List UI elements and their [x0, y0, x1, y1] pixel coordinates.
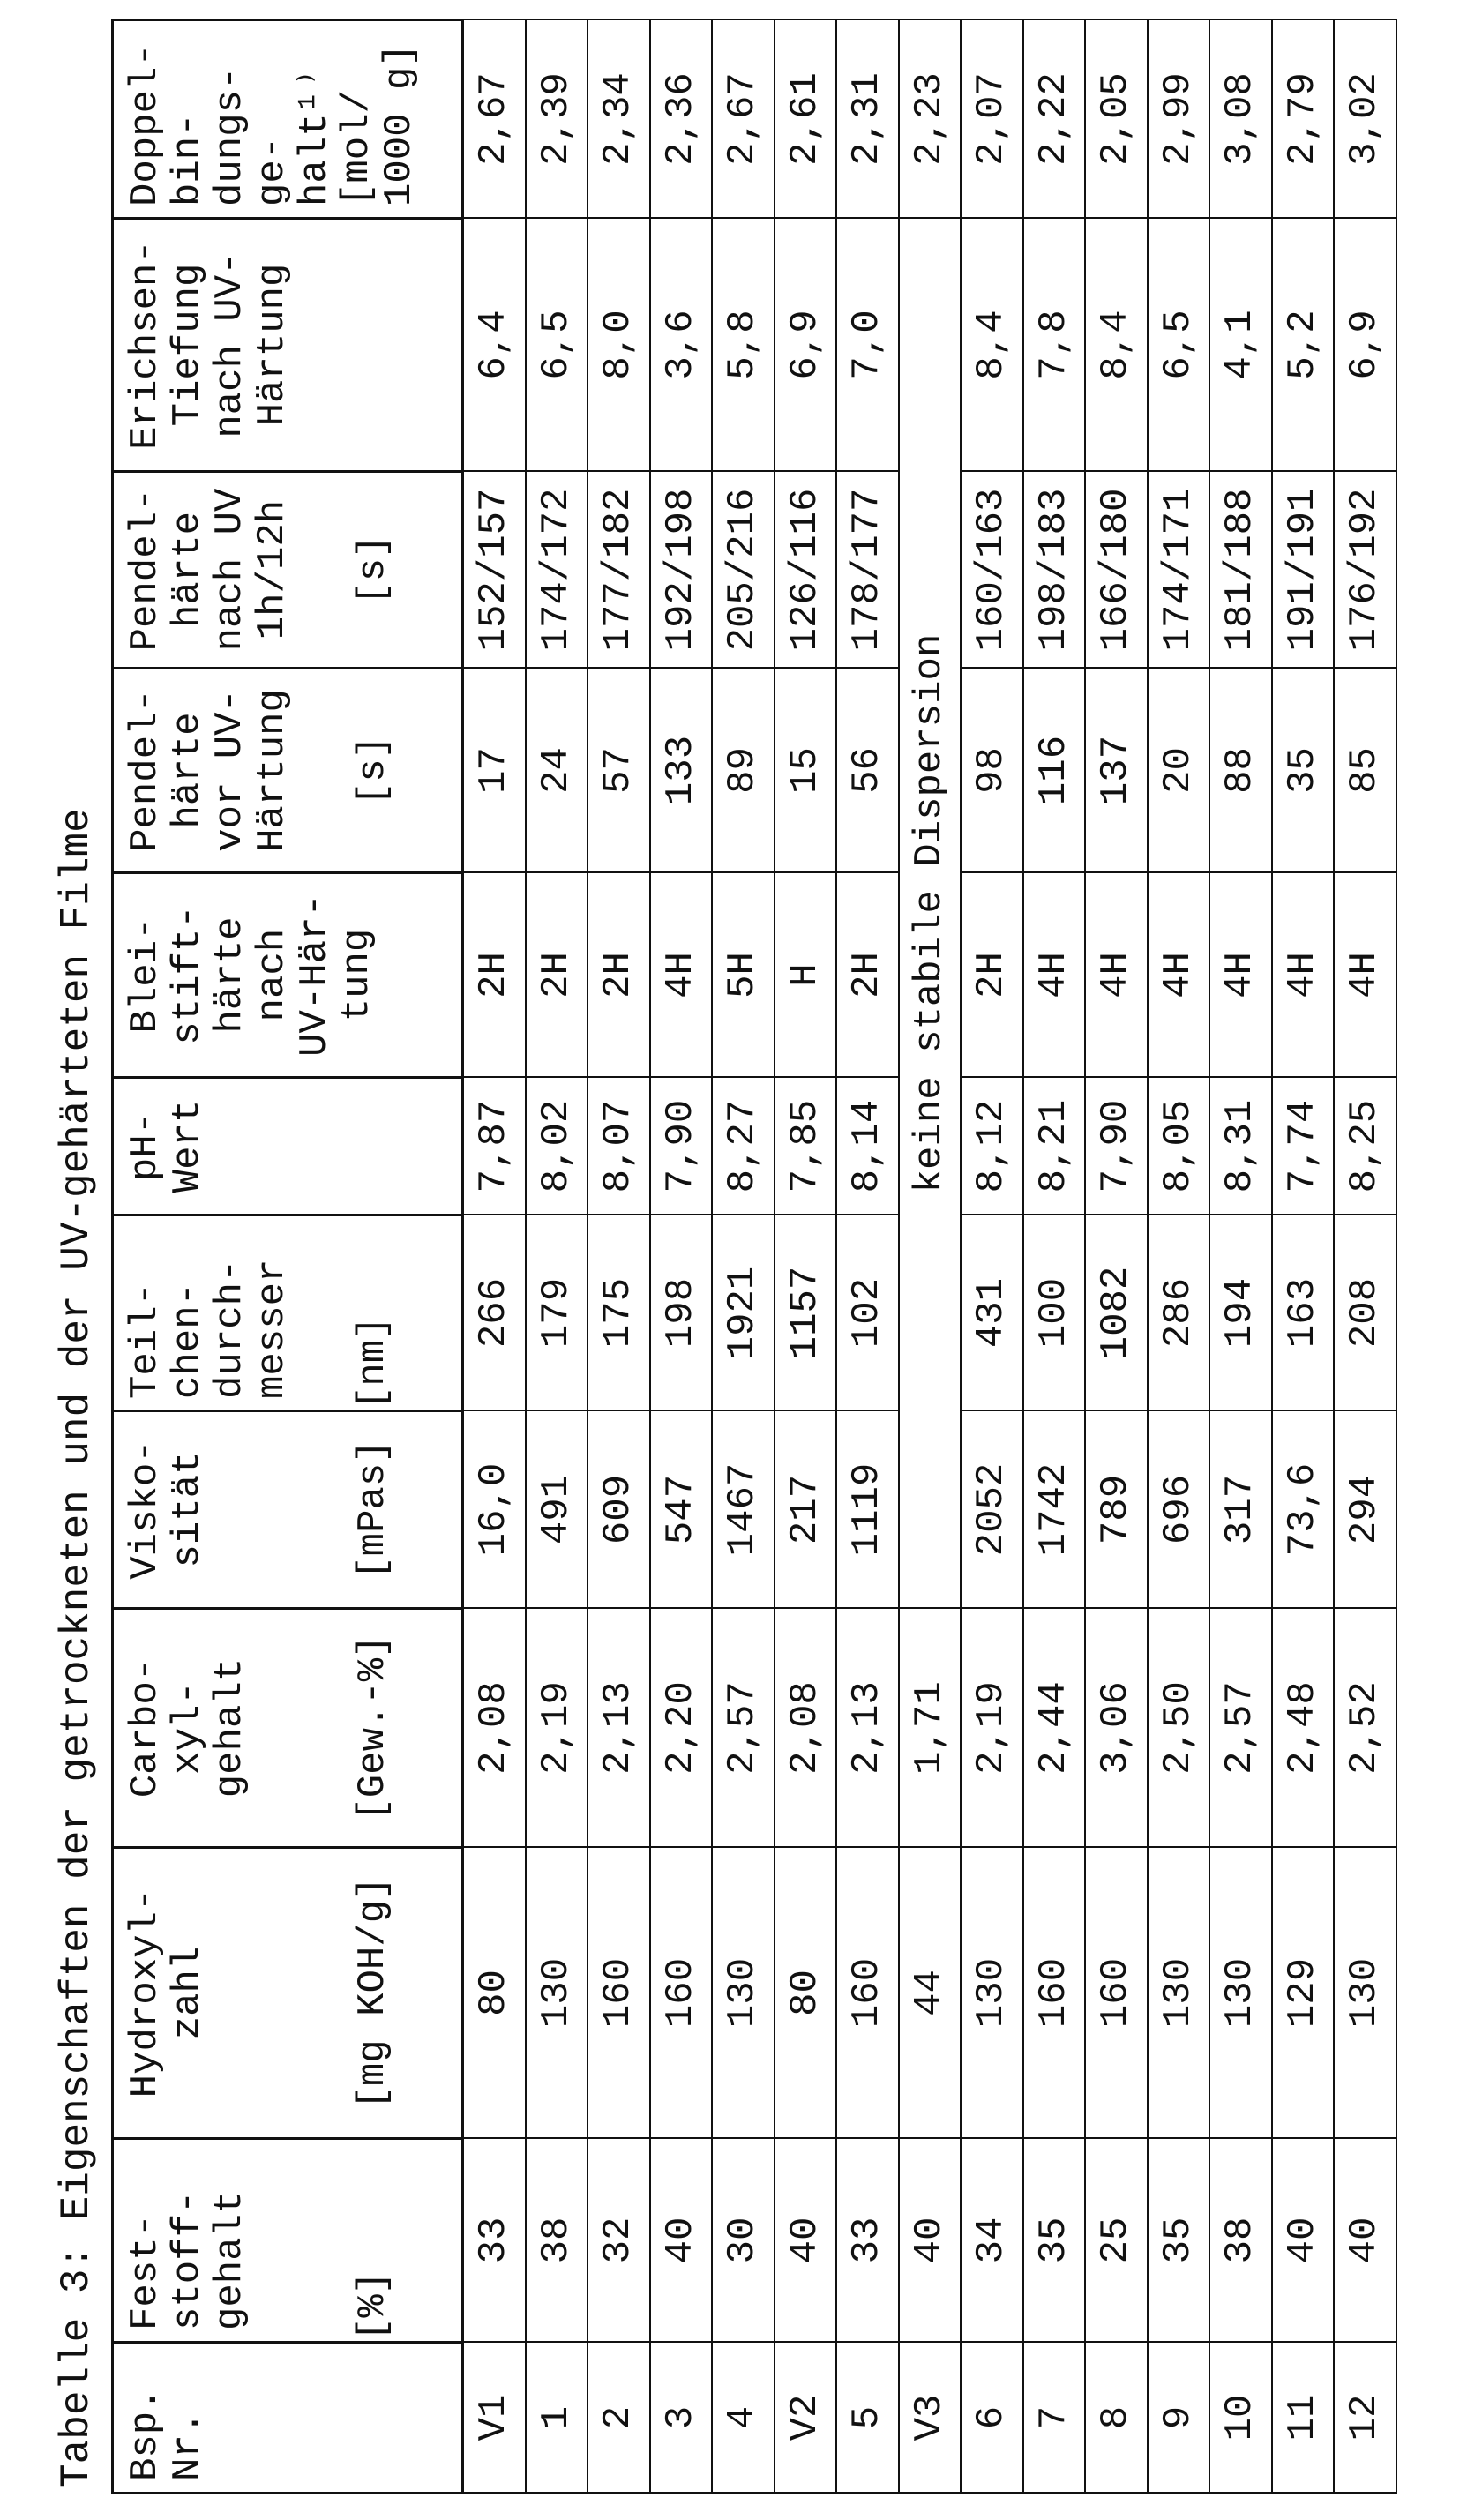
header-line: Härtung: [251, 669, 294, 871]
table-cell: 3: [650, 2343, 713, 2494]
header-line: härte: [167, 669, 209, 871]
header-line: nach UV-: [209, 220, 251, 470]
column-header: [113, 2139, 463, 2343]
table-cell: 35: [1272, 669, 1335, 873]
header-line: Erichsen-: [124, 220, 167, 470]
table-cell: 4H: [1272, 873, 1335, 1078]
header-line: ge-: [251, 21, 294, 206]
table-cell: 152/157: [463, 472, 526, 669]
merged-note-cell: keine stabile Dispersion: [899, 219, 962, 1609]
table-cell: 175: [588, 1215, 650, 1411]
table-row: [1209, 20, 1272, 2494]
table-cell: 294: [1334, 1411, 1396, 1609]
column-header-label: [114, 874, 378, 1076]
column-header: [113, 2343, 463, 2494]
table-cell: 8,21: [1023, 1078, 1086, 1215]
table-row: [526, 20, 588, 2494]
table-cell: 8,4: [961, 219, 1023, 472]
table-cell: 547: [650, 1411, 713, 1609]
table-cell: 4: [712, 2343, 775, 2494]
table-cell: 2H: [463, 873, 526, 1078]
column-header: [113, 219, 463, 472]
table-cell: 2H: [836, 873, 899, 1078]
header-line: stoff-: [167, 2140, 209, 2330]
header-line: Fest-: [124, 2140, 167, 2330]
table-cell: 80: [463, 1848, 526, 2139]
table-cell: 10: [1209, 2343, 1272, 2494]
column-unit: [s]: [352, 473, 394, 667]
table-cell: 1742: [1023, 1411, 1086, 1609]
table-cell: 130: [961, 1848, 1023, 2139]
table-cell: 2,05: [1085, 20, 1148, 219]
table-cell: 126/116: [775, 472, 837, 669]
table-cell: 8,02: [526, 1078, 588, 1215]
table-cell: 431: [961, 1215, 1023, 1411]
table-cell: 40: [650, 2139, 713, 2343]
header-line: [mol/: [336, 21, 378, 206]
table-cell: 100: [1023, 1215, 1086, 1411]
column-header: [113, 472, 463, 669]
table-cell: 4H: [1209, 873, 1272, 1078]
table-cell: 85: [1334, 669, 1396, 873]
table-cell: 3,08: [1209, 20, 1272, 219]
table-cell: 178/177: [836, 472, 899, 669]
column-unit: [s]: [352, 669, 394, 871]
table-cell: 33: [836, 2139, 899, 2343]
table-cell: 130: [1334, 1848, 1396, 2139]
header-line: halt¹⁾: [294, 21, 336, 206]
header-line: Visko-: [124, 1412, 167, 1607]
table-row: [650, 20, 713, 2494]
table-cell: 8: [1085, 2343, 1148, 2494]
table-row: [1334, 20, 1396, 2494]
table-row: [836, 20, 899, 2494]
table-cell: 198: [650, 1215, 713, 1411]
table-row: [463, 20, 526, 2494]
table-cell: 40: [1272, 2139, 1335, 2343]
table-cell: 6,5: [1148, 219, 1210, 472]
column-header: [113, 1848, 463, 2139]
column-header-label: [114, 2344, 209, 2481]
table-cell: 2,61: [775, 20, 837, 219]
column-header-label: [114, 1216, 294, 1399]
table-cell: 130: [712, 1848, 775, 2139]
table-cell: 33: [463, 2139, 526, 2343]
table-row: [1023, 20, 1086, 2494]
column-unit: [%]: [352, 2140, 394, 2341]
header-line: chen-: [167, 1216, 209, 1399]
table-cell: 160: [588, 1848, 650, 2139]
table-cell: 160: [836, 1848, 899, 2139]
table-cell: 7,85: [775, 1078, 837, 1215]
header-line: nach UV: [209, 473, 251, 667]
table-cell: 191/191: [1272, 472, 1335, 669]
table-cell: 2H: [526, 873, 588, 1078]
table-cell: 35: [1148, 2139, 1210, 2343]
table-cell: H: [775, 873, 837, 1078]
table-cell: 208: [1334, 1215, 1396, 1411]
table-cell: 20: [1148, 669, 1210, 873]
table-cell: 4H: [1023, 873, 1086, 1078]
table-cell: 194: [1209, 1215, 1272, 1411]
table-cell: 4H: [1085, 873, 1148, 1078]
header-line: 1000 g]: [378, 21, 421, 206]
table-row: [1085, 20, 1148, 2494]
table-row: [961, 20, 1023, 2494]
header-line: Nr.: [167, 2344, 209, 2481]
header-line: dungs-: [209, 21, 251, 206]
table-cell: 2,08: [775, 1609, 837, 1848]
table-cell: 6,9: [1334, 219, 1396, 472]
table-cell: 7,8: [1023, 219, 1086, 472]
header-line: sität: [167, 1412, 209, 1607]
table-cell: 174/171: [1148, 472, 1210, 669]
table-cell: 8,0: [588, 219, 650, 472]
table-cell: 2,67: [712, 20, 775, 219]
table-cell: 166/180: [1085, 472, 1148, 669]
table-cell: 8,05: [1148, 1078, 1210, 1215]
table-cell: 7,0: [836, 219, 899, 472]
column-header: [113, 873, 463, 1078]
header-line: Wert: [167, 1079, 209, 1214]
table-cell: 56: [836, 669, 899, 873]
table-cell: 2,39: [526, 20, 588, 219]
table-cell: 174/172: [526, 472, 588, 669]
column-header-label: [114, 1412, 209, 1607]
table-cell: 8,25: [1334, 1078, 1396, 1215]
table-cell: 217: [775, 1411, 837, 1609]
header-line: gehalt: [209, 1610, 251, 1846]
table-cell: 317: [1209, 1411, 1272, 1609]
table-cell: 38: [1209, 2139, 1272, 2343]
table-cell: 4H: [1334, 873, 1396, 1078]
header-line: zahl: [167, 1849, 209, 2137]
table-cell: 73,6: [1272, 1411, 1335, 1609]
table-cell: 32: [588, 2139, 650, 2343]
table-cell: 266: [463, 1215, 526, 1411]
table-cell: 6,5: [526, 219, 588, 472]
table-cell: 137: [1085, 669, 1148, 873]
table-cell: 3,02: [1334, 20, 1396, 219]
table-row: [899, 20, 962, 2494]
table-cell: 2,31: [836, 20, 899, 219]
header-line: Doppel-: [124, 21, 167, 206]
header-line: Härtung: [251, 220, 294, 470]
table-cell: 609: [588, 1411, 650, 1609]
column-unit: [Gew.-%]: [352, 1610, 394, 1846]
table-row: [775, 20, 837, 2494]
table-cell: 57: [588, 669, 650, 873]
header-line: pH-: [124, 1079, 167, 1214]
column-header: [113, 1078, 463, 1215]
table-cell: V3: [899, 2343, 962, 2494]
column-header-label: [114, 669, 294, 871]
table-cell: 4H: [1148, 873, 1210, 1078]
table-cell: 30: [712, 2139, 775, 2343]
table-cell: 1921: [712, 1215, 775, 1411]
table-cell: 25: [1085, 2139, 1148, 2343]
table-cell: 2,07: [961, 20, 1023, 219]
table-cell: 7,74: [1272, 1078, 1335, 1215]
column-header-label: [114, 2140, 251, 2330]
table-cell: 130: [1209, 1848, 1272, 2139]
table-cell: 130: [1148, 1848, 1210, 2139]
table-cell: 6: [961, 2343, 1023, 2494]
header-line: durch-: [209, 1216, 251, 1399]
column-unit: [mPas]: [352, 1412, 394, 1607]
table-cell: 2,19: [526, 1609, 588, 1848]
table-cell: 1: [526, 2343, 588, 2494]
table-cell: 160: [1023, 1848, 1086, 2139]
column-header-label: [114, 21, 421, 206]
table-cell: 40: [899, 2139, 962, 2343]
header-line: Carbo-: [124, 1610, 167, 1846]
table-cell: 5H: [712, 873, 775, 1078]
table-cell: 6,4: [463, 219, 526, 472]
table-cell: 2: [588, 2343, 650, 2494]
table-cell: 7,90: [1085, 1078, 1148, 1215]
table-cell: 8,4: [1085, 219, 1148, 472]
column-header-label: [114, 220, 294, 470]
table-cell: 696: [1148, 1411, 1210, 1609]
column-header: [113, 1609, 463, 1848]
column-header: [113, 1411, 463, 1609]
table-cell: 1157: [775, 1215, 837, 1411]
header-line: Blei-: [124, 874, 167, 1076]
table-cell: 89: [712, 669, 775, 873]
table-cell: 3,6: [650, 219, 713, 472]
table-cell: 24: [526, 669, 588, 873]
column-header: [113, 20, 463, 219]
header-line: gehalt: [209, 2140, 251, 2330]
header-line: Bsp.: [124, 2344, 167, 2481]
column-header: [113, 669, 463, 873]
table-cell: 2,13: [588, 1609, 650, 1848]
table-cell: 16,0: [463, 1411, 526, 1609]
table-cell: 7,90: [650, 1078, 713, 1215]
table-cell: 2,57: [1209, 1609, 1272, 1848]
header-line: Pendel-: [124, 473, 167, 667]
table-cell: 160/163: [961, 472, 1023, 669]
table-cell: 34: [961, 2139, 1023, 2343]
table-cell: 2,57: [712, 1609, 775, 1848]
properties-table: [111, 19, 1397, 2494]
table-cell: 1467: [712, 1411, 775, 1609]
table-cell: 98: [961, 669, 1023, 873]
table-cell: 8,27: [712, 1078, 775, 1215]
table-cell: 2,20: [650, 1609, 713, 1848]
table-cell: 4,1: [1209, 219, 1272, 472]
table-cell: 8,07: [588, 1078, 650, 1215]
table-cell: 286: [1148, 1215, 1210, 1411]
header-line: Tiefung: [167, 220, 209, 470]
table-cell: 102: [836, 1215, 899, 1411]
table-cell: 1119: [836, 1411, 899, 1609]
table-cell: 160: [1085, 1848, 1148, 2139]
table-cell: 4H: [650, 873, 713, 1078]
column-header-label: [114, 1610, 251, 1846]
table-cell: 2,08: [463, 1609, 526, 1848]
table-row: [712, 20, 775, 2494]
table-cell: 2,19: [961, 1609, 1023, 1848]
table-cell: 2,99: [1148, 20, 1210, 219]
table-cell: 2,52: [1334, 1609, 1396, 1848]
table-cell: 181/188: [1209, 472, 1272, 669]
table-cell: 2,48: [1272, 1609, 1335, 1848]
column-header-label: [114, 1079, 209, 1214]
table-cell: 205/216: [712, 472, 775, 669]
table-cell: 133: [650, 669, 713, 873]
table-cell: 3,06: [1085, 1609, 1148, 1848]
header-line: nach: [251, 874, 294, 1076]
table-cell: 7: [1023, 2343, 1086, 2494]
table-cell: 44: [899, 1848, 962, 2139]
table-cell: 163: [1272, 1215, 1335, 1411]
table-cell: 491: [526, 1411, 588, 1609]
header-line: Hydroxyl-: [124, 1849, 167, 2137]
table-cell: 2,67: [463, 20, 526, 219]
table-cell: 8,12: [961, 1078, 1023, 1215]
column-unit: [mg KOH/g]: [352, 1849, 394, 2137]
table-cell: 2,36: [650, 20, 713, 219]
table-cell: 160: [650, 1848, 713, 2139]
table-cell: 2052: [961, 1411, 1023, 1609]
table-cell: 5,2: [1272, 219, 1335, 472]
header-line: bin-: [167, 21, 209, 206]
table-cell: 2,44: [1023, 1609, 1086, 1848]
table-cell: 8,31: [1209, 1078, 1272, 1215]
table-cell: 40: [775, 2139, 837, 2343]
table-cell: 2,23: [899, 20, 962, 219]
table-cell: 9: [1148, 2343, 1210, 2494]
table-cell: 80: [775, 1848, 837, 2139]
table-cell: 129: [1272, 1848, 1335, 2139]
header-line: härte: [167, 473, 209, 667]
table-cell: 130: [526, 1848, 588, 2139]
table-cell: 88: [1209, 669, 1272, 873]
rotated-page: [0, 0, 1482, 2520]
table-cell: 7,87: [463, 1078, 526, 1215]
table-cell: 38: [526, 2139, 588, 2343]
table-row: [1148, 20, 1210, 2494]
table-cell: 2,13: [836, 1609, 899, 1848]
table-cell: 17: [463, 669, 526, 873]
column-unit: [nm]: [352, 1216, 394, 1410]
table-cell: 35: [1023, 2139, 1086, 2343]
header-row: [113, 20, 463, 2494]
table-cell: 1082: [1085, 1215, 1148, 1411]
table-cell: 11: [1272, 2343, 1335, 2494]
header-line: stift-: [167, 874, 209, 1076]
table-cell: 198/183: [1023, 472, 1086, 669]
header-line: UV-Här-: [294, 874, 336, 1076]
table-cell: 8,14: [836, 1078, 899, 1215]
header-line: messer: [251, 1216, 294, 1399]
table-row: [1272, 20, 1335, 2494]
header-line: Teil-: [124, 1216, 167, 1399]
table-cell: 2H: [588, 873, 650, 1078]
column-header-label: [114, 473, 294, 667]
header-line: Pendel-: [124, 669, 167, 871]
header-line: vor UV-: [209, 669, 251, 871]
table-cell: 2,50: [1148, 1609, 1210, 1848]
header-line: xyl-: [167, 1610, 209, 1846]
table-cell: 2,34: [588, 20, 650, 219]
table-cell: 12: [1334, 2343, 1396, 2494]
header-line: härte: [209, 874, 251, 1076]
table-title: Tabelle 3: Eigenschaften der getrockneten und der UV-gehärteten Filme: [55, 808, 99, 2488]
column-header-label: [114, 1849, 209, 2137]
table-cell: 1,71: [899, 1609, 962, 1848]
table-cell: 116: [1023, 669, 1086, 873]
table-cell: 192/198: [650, 472, 713, 669]
table-cell: 2H: [961, 873, 1023, 1078]
table-cell: 5,8: [712, 219, 775, 472]
table-cell: 2,79: [1272, 20, 1335, 219]
table-cell: 176/192: [1334, 472, 1396, 669]
table-cell: 2,22: [1023, 20, 1086, 219]
header-line: 1h/12h: [251, 473, 294, 667]
table-cell: 179: [526, 1215, 588, 1411]
table-cell: V1: [463, 2343, 526, 2494]
table-cell: 6,9: [775, 219, 837, 472]
header-line: tung: [336, 874, 378, 1076]
table-cell: V2: [775, 2343, 837, 2494]
table-cell: 177/182: [588, 472, 650, 669]
table-row: [588, 20, 650, 2494]
table-cell: 5: [836, 2343, 899, 2494]
table-cell: 40: [1334, 2139, 1396, 2343]
column-header: [113, 1215, 463, 1411]
table-cell: 789: [1085, 1411, 1148, 1609]
table-cell: 15: [775, 669, 837, 873]
